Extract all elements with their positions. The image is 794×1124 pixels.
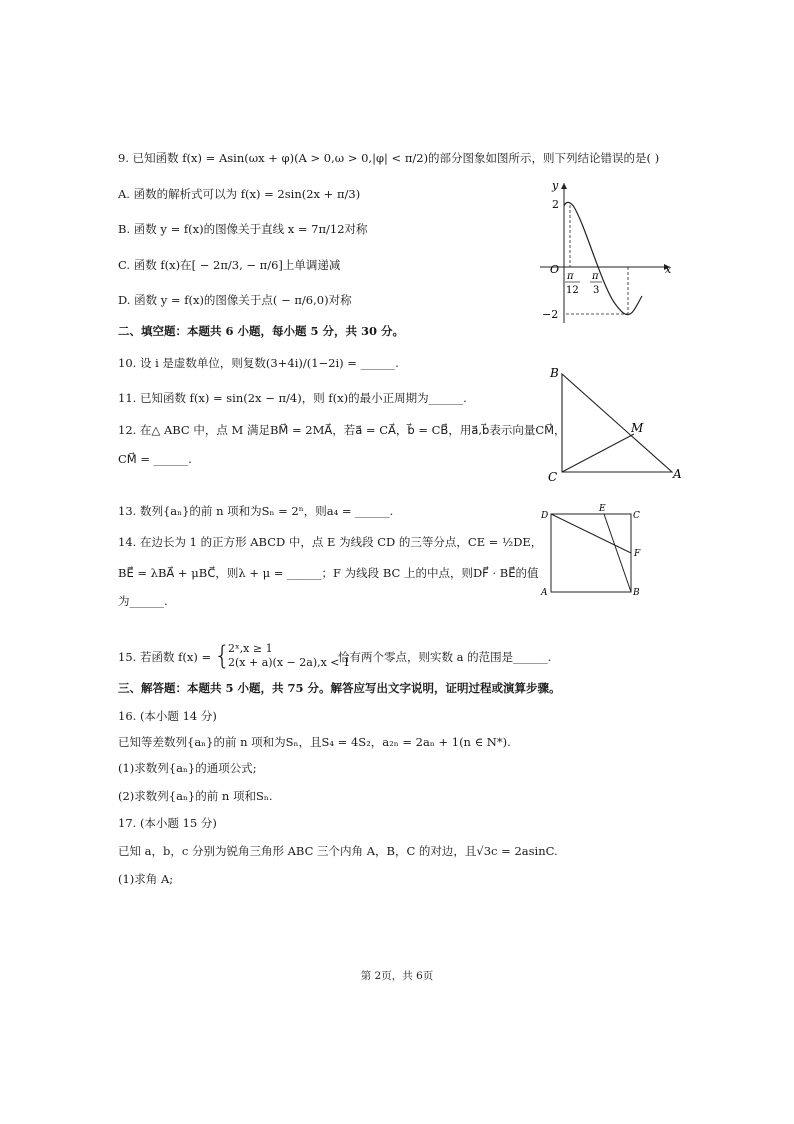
q9-stem: 9. 已知函数 f(x) = Asin(ωx + φ)(A > 0,ω > 0,|φ| < π/2)的部分图象如图所示，则下列结论错误的是( ): [118, 151, 660, 165]
ymax-label: 2: [552, 198, 559, 211]
label-b: B: [633, 588, 640, 598]
q9-sine-figure: [530, 175, 680, 325]
label-b: B: [550, 366, 559, 380]
q11: 11. 已知函数 f(x) = sin(2x − π/4)，则 f(x)的最小正周期为______.: [118, 391, 467, 405]
origin-label: O: [550, 263, 560, 276]
label-m: M: [631, 421, 644, 435]
q12-line1: 12. 在△ ABC 中，点 M 满足BM⃗ = 2MA⃗，若a⃗ = CA⃗，b⃗ = CB⃗，用a⃗,b⃗表示向量CM⃗，: [118, 423, 566, 437]
q15-suffix: 恰有两个零点，则实数 a 的范围是______.: [338, 650, 552, 664]
q14-square-figure: [538, 502, 648, 602]
q10: 10. 设 i 是虚数单位，则复数(3+4i)/(1−2i) = ______.: [118, 356, 399, 370]
tick2-den: 3: [593, 285, 600, 296]
q17-stem: 已知 a，b，c 分别为锐角三角形 ABC 三个内角 A，B，C 的对边，且√3c = 2asinC.: [118, 844, 558, 858]
ymin-label: −2: [542, 308, 559, 321]
q9-option-a: A. 函数的解析式可以为 f(x) = 2sin(2x + π/3): [118, 187, 361, 201]
q16-stem: 已知等差数列{aₙ}的前 n 项和为Sₙ，且S₄ = 4S₂，a₂ₙ = 2aₙ + 1(n ∈ N*).: [118, 735, 511, 749]
q9-option-d: D. 函数 y = f(x)的图像关于点( − π/6,0)对称: [118, 293, 352, 307]
q17-part1: (1)求角 A;: [118, 872, 174, 886]
section2-heading: 二、填空题：本题共 6 小题，每小题 5 分，共 30 分。: [118, 324, 405, 338]
q15-case2: 2(x + a)(x − 2a),x < 1: [228, 656, 351, 669]
label-a: A: [541, 588, 548, 598]
q14-line3: 为______.: [118, 594, 168, 608]
page-footer: 第 2页，共 6页: [360, 970, 434, 982]
q14-line1: 14. 在边长为 1 的正方形 ABCD 中，点 E 为线段 CD 的三等分点，CE = ½DE，: [118, 535, 543, 549]
q12-line2: CM⃗ = ______.: [118, 452, 192, 466]
tick1-den: 12: [566, 285, 579, 296]
q15-brace: {: [214, 641, 231, 671]
q9-option-c: C. 函数 f(x)在[ − 2π/3, − π/6]上单调递减: [118, 258, 341, 272]
q15-case1: 2ˣ,x ≥ 1: [228, 642, 273, 655]
tick2-num: π: [592, 271, 599, 282]
q14-line2: BE⃗ = λBA⃗ + μBC⃗，则λ + μ = ______；F 为线段 BC 上的中点，则DF⃗ · BE⃗的值: [118, 566, 539, 580]
label-a: A: [673, 467, 682, 481]
sine-curve: [564, 202, 642, 314]
section3-heading: 三、解答题：本题共 5 小题，共 75 分。解答应写出文字说明，证明过程或演算步骤。: [118, 681, 561, 695]
q16-part2: (2)求数列{aₙ}的前 n 项和Sₙ.: [118, 789, 273, 803]
x-axis-label: x: [665, 263, 672, 276]
label-e: E: [599, 504, 606, 514]
q13: 13. 数列{aₙ}的前 n 项和为Sₙ = 2ⁿ，则a₄ = ______.: [118, 504, 394, 518]
y-axis-label: y: [552, 179, 559, 192]
label-c: C: [548, 470, 558, 484]
tick1-num: π: [567, 271, 574, 282]
q16-part1: (1)求数列{aₙ}的通项公式;: [118, 761, 257, 775]
q17-title: 17. (本小题 15 分): [118, 816, 217, 830]
q15-prefix: 15. 若函数 f(x) =: [118, 650, 212, 664]
q16-title: 16. (本小题 14 分): [118, 709, 217, 723]
label-f: F: [634, 549, 641, 559]
label-d: D: [541, 511, 549, 521]
label-c: C: [633, 511, 640, 521]
q9-option-b: B. 函数 y = f(x)的图像关于直线 x = 7π/12对称: [118, 222, 368, 236]
